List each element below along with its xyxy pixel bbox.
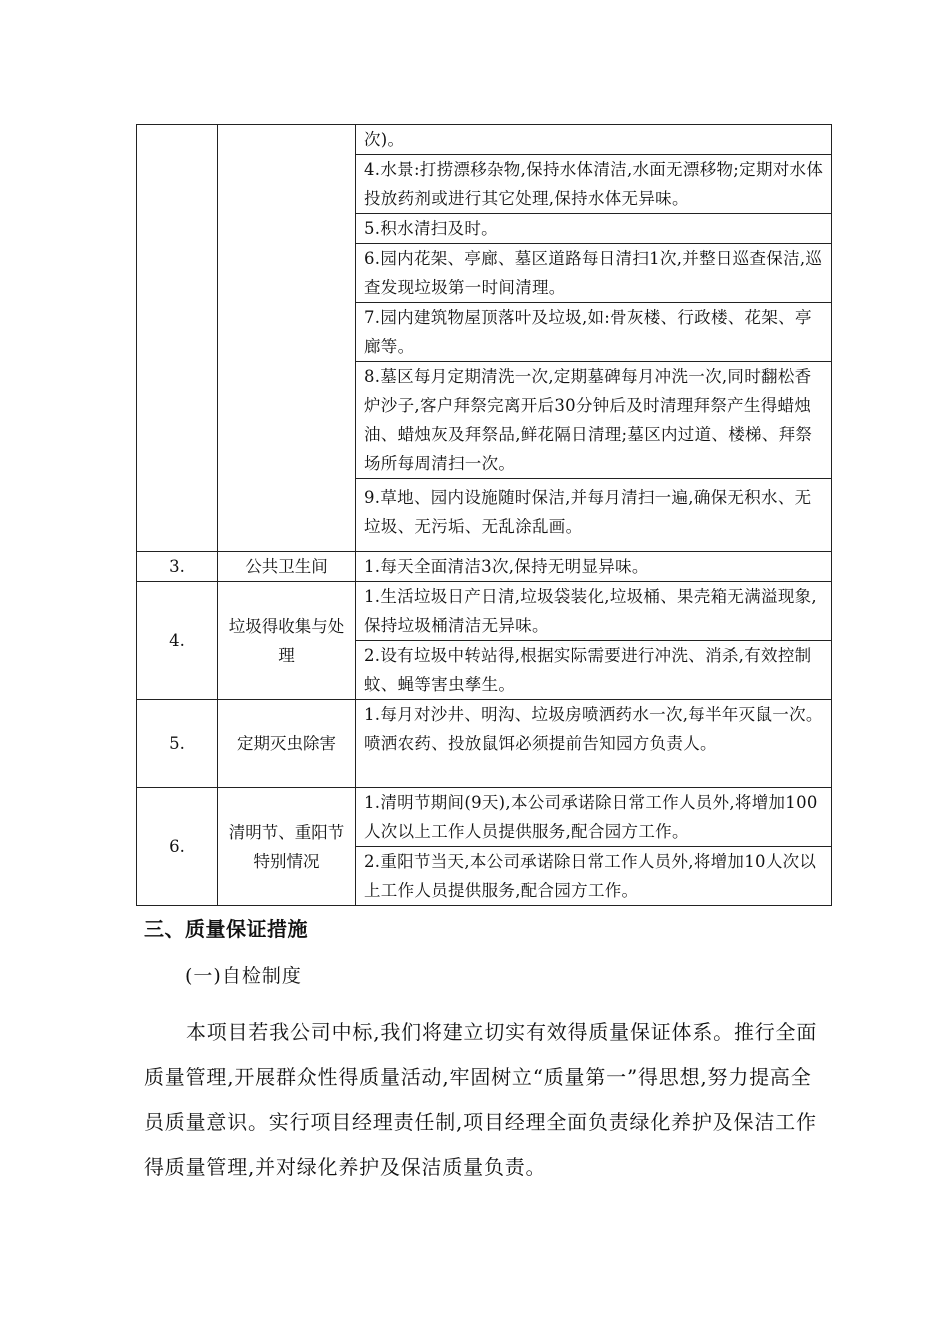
body-paragraph: 本项目若我公司中标,我们将建立切实有效得质量保证体系。推行全面质量管理,开展群众性得质量活动,牢固树立“质量第一”得思想,努力提高全员质量意识。实行项目经理责任制,项目经理全面负责绿化养护及保洁工作得质量管理,并对绿化养护及保洁质量负责。 <box>144 1020 818 1179</box>
requirement-cell: 2.重阳节当天,本公司承诺除日常工作人员外,将增加10人次以上工作人员提供服务,配合园方工作。 <box>356 847 832 906</box>
row-item-name: 定期灭虫除害 <box>218 700 356 788</box>
requirement-cell: 9.草地、园内设施随时保洁,并每月清扫一遍,确保无积水、无垃圾、无污垢、无乱涂乱画。 <box>356 479 832 552</box>
table-row <box>137 125 832 155</box>
row-index <box>137 125 218 552</box>
requirement-cell: 1.生活垃圾日产日清,垃圾袋装化,垃圾桶、果壳箱无满溢现象,保持垃圾桶清洁无异味。 <box>356 582 832 641</box>
section-title: 三、质量保证措施 <box>144 917 308 941</box>
row-item-name: 垃圾得收集与处理 <box>218 582 356 700</box>
sanitation-requirements-table <box>136 124 832 906</box>
row-index: 3. <box>137 552 218 582</box>
row-item-name <box>218 125 356 552</box>
row-index: 4. <box>137 582 218 700</box>
requirement-cell: 1.每天全面清洁3次,保持无明显异味。 <box>356 552 832 582</box>
subsection-title: (一)自检制度 <box>185 965 302 987</box>
row-item-name: 清明节、重阳节特别情况 <box>218 788 356 906</box>
requirement-cell: 6.园内花架、亭廊、墓区道路每日清扫1次,并整日巡查保洁,巡查发现垃圾第一时间清理。 <box>356 244 832 303</box>
requirement-cell: 1.每月对沙井、明沟、垃圾房喷洒药水一次,每半年灭鼠一次。喷洒农药、投放鼠饵必须提前告知园方负责人。 <box>356 700 832 788</box>
row-item-name: 公共卫生间 <box>218 552 356 582</box>
table-row <box>137 552 832 582</box>
requirement-cell: 1.清明节期间(9天),本公司承诺除日常工作人员外,将增加100人次以上工作人员提供服务,配合园方工作。 <box>356 788 832 847</box>
table-row <box>137 700 832 788</box>
row-index: 6. <box>137 788 218 906</box>
requirement-cell: 4.水景:打捞漂移杂物,保持水体清洁,水面无漂移物;定期对水体投放药剂或进行其它处理,保持水体无异味。 <box>356 155 832 214</box>
requirement-cell: 2.设有垃圾中转站得,根据实际需要进行冲洗、消杀,有效控制蚊、蝇等害虫孳生。 <box>356 641 832 700</box>
row-index: 5. <box>137 700 218 788</box>
requirement-cell: 7.园内建筑物屋顶落叶及垃圾,如:骨灰楼、行政楼、花架、亭廊等。 <box>356 303 832 362</box>
requirement-cell: 8.墓区每月定期清洗一次,定期墓碑每月冲洗一次,同时翻松香炉沙子,客户拜祭完离开后30分钟后及时清理拜祭产生得蜡烛油、蜡烛灰及拜祭品,鲜花隔日清理;墓区内过道、楼梯、拜祭场所每周清扫一次。 <box>356 362 832 479</box>
table-row <box>137 788 832 847</box>
table-row <box>137 582 832 641</box>
requirement-cell: 次)。 <box>356 125 832 155</box>
requirement-cell: 5.积水清扫及时。 <box>356 214 832 244</box>
